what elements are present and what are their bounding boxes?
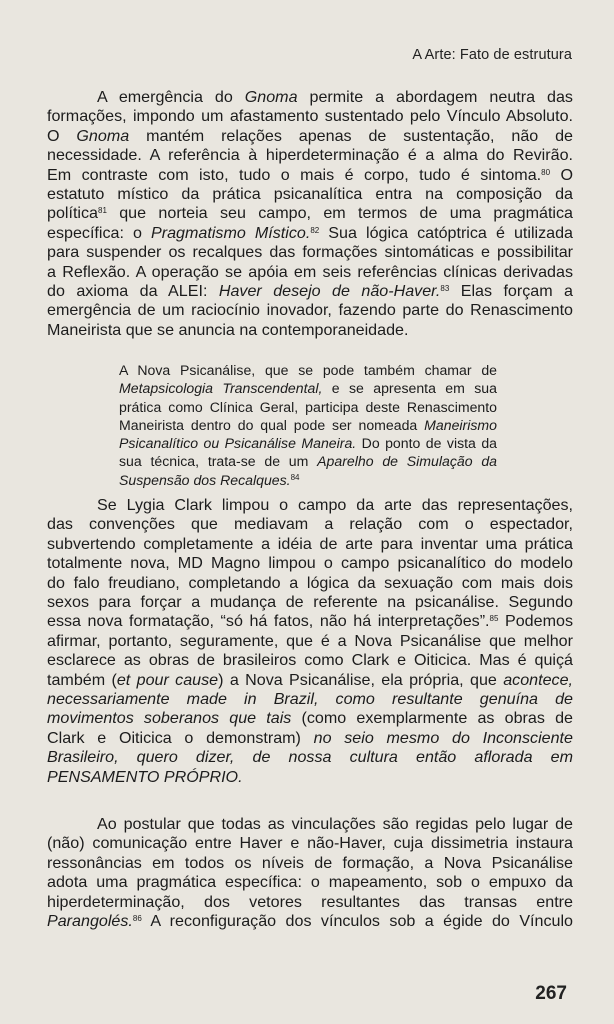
footnote-ref-82: 82 [310, 225, 320, 235]
running-head: A Arte: Fato de estrutura [412, 47, 572, 63]
footnote-ref-83: 83 [440, 284, 450, 294]
paragraph-3: Ao postular que todas as vinculações são regidas pelo lugar de (não) comunicação entre Haver e não-Haver, cuja dissimetria instaura ressonâncias em todos os níveis de formação, a Nova Psicanálise adota uma pragmática específica: o mapeamento, sob o empuxo da hiperdeterminação, dos vetores resultantes das transas entre Parangolés.$^{86}$ A reconfiguração dos vínculos sob a égide do Vínculo [47, 815, 573, 931]
footnote-ref-80: 80 [541, 167, 551, 177]
footnote-ref-86: 86 [132, 914, 142, 924]
page-number: 267 [535, 983, 567, 1004]
paragraph-1: A emergência do Gnoma permite a abordagem neutra das formações, impondo um afastamento sustentado pelo Vínculo Absoluto. O Gnoma mantém relações apenas de sustentação, não de necessidade. A referência à hiperdeterminação é a alma do Revirão. Em contraste com isto, tudo o mais é corpo, tudo é sintoma.$^{80}$ O estatuto místico da prática psicanalítica entra na composição da política$^{81}$ que norteia seu campo, em termos de uma pragmática específica: o Pragmatismo Místico.$^{82}$ Sua lógica catóptrica é utilizada para suspender os recalques das formações sintomáticas e possibilitar a Reflexão. A operação se apóia em seis referências clínicas derivadas do axioma da ALEI: Haver desejo de não-Haver.$^{83}$ Elas forçam a emergência de um raciocínio inovador, fazendo parte do Renascimento Maneirista que se anuncia na contemporaneidade. [47, 88, 574, 339]
footnote-ref-85: 85 [489, 614, 499, 624]
block-quote: A Nova Psicanálise, que se pode também chamar de Metapsicologia Transcendental, e se apresenta em sua prática como Clínica Geral, participa deste Renascimento Maneirista dentro do qual pode ser nomeada Maneirismo Psicanalítico ou Psicanálise Maneira. Do ponto de vista da sua técnica, trata-se de um Aparelho de Simulação da Suspensão dos Recalques.$^{84}$ [119, 362, 497, 488]
footnote-ref-81: 81 [98, 206, 107, 216]
footnote-ref-84: 84 [290, 472, 300, 482]
paragraph-2: Se Lygia Clark limpou o campo da arte das representações, das convenções que mediavam a relação com o espectador, subvertendo completamente a idéia de arte para inventar uma prática totalmente nova, MD Magno limpou o campo psicanalítico do modelo do falo freudiano, completando a lógica da sexuação com mais dois sexos para forçar a mudança de referente na psicanálise. Segundo essa nova formatação, “só há fatos, não há interpretações”.$^{85}$ Podemos afirmar, portanto, seguramente, que é a Nova Psicanálise que melhor esclarece as obras de brasileiros como Clark e Oiticica. Mas é quiçá também (et pour cause) a Nova Psicanálise, ela própria, que acontece, necessariamente made in Brazil, como resultante genuína de movimentos soberanos que tais (como exemplarmente as obras de Clark e Oiticica o demonstram) no seio mesmo do Inconsciente Brasileiro, quero dizer, de nossa cultura então aflorada em PENSAMENTO PRÓPRIO. [47, 496, 573, 786]
